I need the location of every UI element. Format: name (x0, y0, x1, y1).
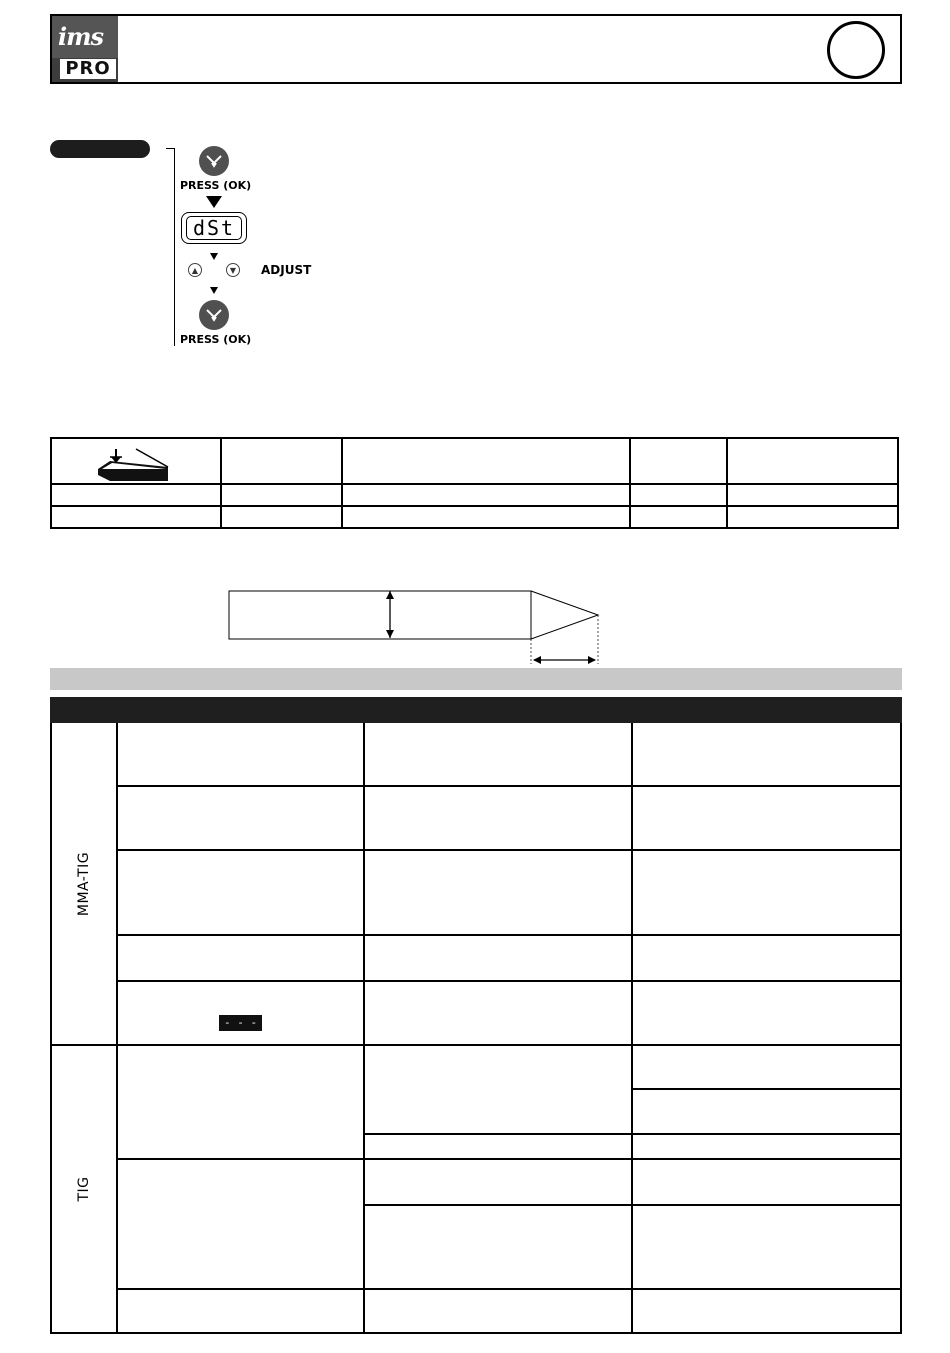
table-cell (630, 484, 728, 506)
grinding-icon-cell (51, 438, 221, 484)
group-label-cell (51, 1045, 117, 1333)
table-header-row (51, 438, 898, 484)
table-header-cell (51, 698, 364, 722)
table-header-cell (630, 438, 728, 484)
table-cell (342, 484, 629, 506)
table-cell (632, 981, 901, 1045)
down-arrow-icon (210, 287, 218, 294)
table-header-cell (632, 698, 901, 722)
table-cell (117, 981, 364, 1045)
table-cell (632, 1045, 901, 1089)
ok-button-icon (199, 300, 229, 330)
table-cell (342, 506, 629, 528)
lcd-display (181, 212, 247, 244)
table-cell (364, 722, 632, 786)
table-header-row (51, 698, 901, 722)
table-cell (727, 506, 898, 528)
group-label-mma-tig: MMA-TIG (76, 851, 93, 916)
grinding-table (50, 437, 899, 529)
table-cell (221, 506, 343, 528)
table-cell (632, 722, 901, 786)
table-cell (632, 1134, 901, 1159)
group-label-cell (51, 722, 117, 1045)
table-cell (727, 484, 898, 506)
table-row (51, 484, 898, 506)
table-row (51, 1289, 901, 1333)
table-cell (632, 1089, 901, 1134)
table-row (51, 981, 901, 1045)
lcd-display-text: dSt (186, 216, 242, 240)
page-header (50, 14, 902, 84)
adjust-label: ADJUST (261, 263, 312, 277)
table-cell (364, 786, 632, 850)
down-arrow-icon (210, 253, 218, 260)
logo-pro-text: PRO (60, 59, 116, 79)
table-cell (632, 1159, 901, 1205)
press-ok-label: PRESS (OK) (180, 333, 252, 346)
table-cell (364, 1045, 632, 1134)
table-cell (117, 1045, 364, 1159)
table-cell (117, 850, 364, 935)
procedure-bracket-tick (166, 148, 175, 149)
table-cell (364, 935, 632, 981)
section-band (50, 668, 902, 690)
table-cell (117, 1159, 364, 1289)
settings-table (50, 697, 902, 1334)
table-row (51, 1159, 901, 1205)
logo-ims-text: ims (58, 22, 104, 51)
table-cell (117, 786, 364, 850)
table-cell (364, 1159, 632, 1205)
table-cell (117, 1289, 364, 1333)
table-row (51, 850, 901, 935)
electrode-diagram (228, 586, 608, 666)
table-cell (632, 786, 901, 850)
table-cell (364, 1205, 632, 1289)
table-row (51, 786, 901, 850)
table-header-cell (727, 438, 898, 484)
table-cell (632, 935, 901, 981)
table-cell (51, 506, 221, 528)
display-badge: - - - (219, 1015, 262, 1031)
table-row (51, 935, 901, 981)
table-cell (221, 484, 343, 506)
table-cell (632, 1289, 901, 1333)
table-cell (632, 850, 901, 935)
table-cell (117, 722, 364, 786)
table-row (51, 1045, 901, 1089)
language-circle (827, 21, 885, 79)
table-cell (364, 850, 632, 935)
press-ok-label: PRESS (OK) (180, 179, 252, 192)
table-row (51, 506, 898, 528)
group-label-tig: TIG (76, 1176, 93, 1202)
brand-logo (52, 16, 118, 82)
table-header-cell (364, 698, 632, 722)
table-cell (364, 1134, 632, 1159)
table-cell (632, 1205, 901, 1289)
table-cell (117, 935, 364, 981)
table-header-cell (221, 438, 343, 484)
procedure-bracket (174, 148, 175, 346)
grinding-icon (96, 445, 176, 489)
up-button-icon: ▲ (188, 263, 202, 277)
section-pill (50, 140, 150, 158)
table-row (51, 722, 901, 786)
table-header-cell (342, 438, 629, 484)
table-cell (364, 1289, 632, 1333)
table-cell (364, 981, 632, 1045)
down-arrow-icon (206, 196, 222, 208)
ok-button-icon (199, 146, 229, 176)
down-button-icon: ▼ (226, 263, 240, 277)
table-cell (630, 506, 728, 528)
